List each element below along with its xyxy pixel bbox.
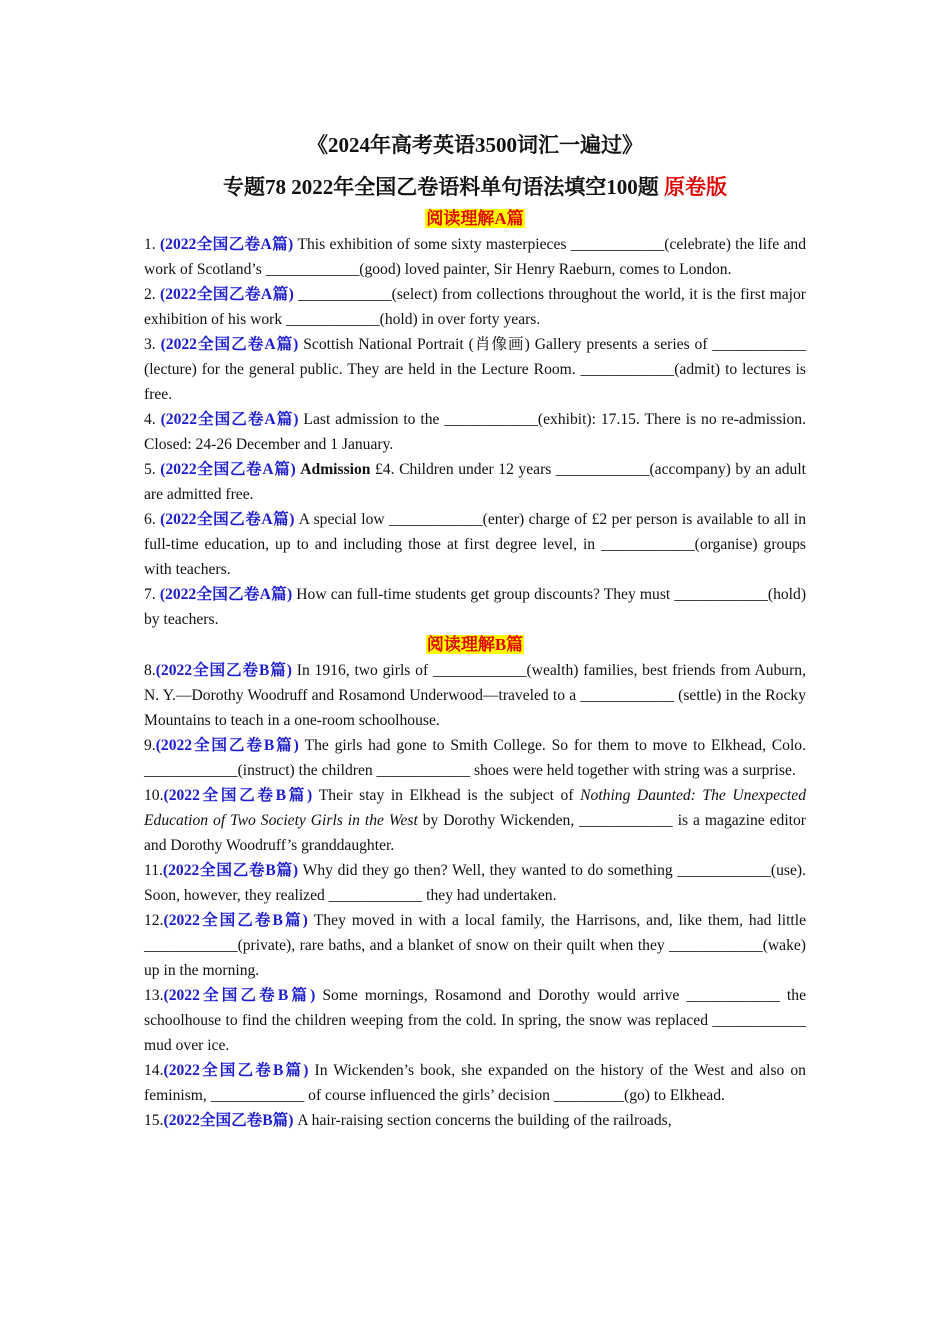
question-item — [144, 507, 806, 582]
section-heading-text: 阅读理解A篇 — [426, 209, 524, 228]
question-item — [144, 332, 806, 407]
question-source: (2022全国乙卷B篇) — [155, 737, 299, 754]
question-text: Last admission to the ____________(exhibit): 17.15. There is no re-admission. Closed: 24-26 December and 1 January. — [144, 411, 806, 453]
question-item — [144, 457, 806, 507]
question-number: 14. — [144, 1062, 164, 1079]
question-source: (2022全国乙卷B篇) — [163, 1112, 294, 1129]
question-text: The girls had gone to Smith College. So for them to move to Elkhead, Colo. ____________(instruct) the children ____________ shoes were held together with string was a surprise. — [144, 737, 806, 779]
question-item — [144, 908, 806, 983]
question-text: Why did they go then? Well, they wanted to do something ____________(use). Soon, however, they realized ____________ they had undertaken. — [144, 862, 806, 904]
question-source: (2022全国乙卷B篇) — [163, 787, 313, 804]
question-text: A hair-raising section concerns the building of the railroads, — [293, 1112, 672, 1129]
doc-title: 《2024年高考英语3500词汇一遍过》 — [307, 133, 643, 157]
question-text: In 1916, two girls of ____________(wealth) families, best friends from Auburn, N. Y.—Dorothy Woodruff and Rosamond Underwood—traveled to a ____________ (settle) in the Rocky Mountains to teach in a one-room schoolhouse. — [144, 662, 806, 729]
doc-subtitle — [144, 172, 806, 202]
question-text: A special low ____________(enter) charge of £2 per person is available to all in full-time education, up to and including those at first degree level, in ____________(organise) groups with teachers. — [144, 511, 806, 578]
question-number: 2. — [144, 286, 161, 303]
question-number: 7. — [144, 586, 160, 603]
question-source: (2022全国乙卷B篇) — [163, 912, 308, 929]
question-item — [144, 582, 806, 632]
question-text: £4. Children under 12 years ____________(accompany) by an adult are admitted free. — [144, 461, 807, 503]
document-page — [144, 130, 806, 1133]
question-number: 12. — [144, 912, 164, 929]
section-heading — [144, 632, 806, 658]
question-list — [144, 206, 806, 1133]
question-source: (2022全国乙卷B篇) — [155, 662, 292, 679]
question-number: 6. — [144, 511, 161, 528]
question-number: 3. — [144, 336, 161, 353]
question-number: 10. — [144, 787, 164, 804]
question-text: Their stay in Elkhead is the subject of — [312, 787, 581, 804]
question-source: (2022全国乙卷B篇) — [163, 1062, 309, 1079]
question-text: Scottish National Portrait (肖像画) Gallery presents a series of ____________ (lecture) for the general public. They are held in the Lecture Room. ____________(admit) to lectures is free. — [144, 336, 806, 403]
question-item — [144, 282, 806, 332]
question-number: 1. — [144, 236, 160, 253]
question-number: 11. — [144, 862, 163, 879]
section-heading-text: 阅读理解B篇 — [426, 635, 524, 654]
question-number: 4. — [144, 411, 161, 428]
question-source: (2022全国乙卷A篇) — [160, 411, 299, 428]
question-source: (2022全国乙卷A篇) — [160, 461, 296, 478]
question-text: In Wickenden’s book, she expanded on the history of the West and also on feminism, ____________ of course influenced the girls’ decision _________(go) to Elkhead. — [144, 1062, 806, 1104]
question-text: by Dorothy Wickenden, ____________ is a magazine editor and Dorothy Woodruff’s granddaughter. — [144, 812, 806, 854]
question-keyword: Admission — [295, 461, 371, 478]
question-item — [144, 783, 806, 858]
question-source: (2022全国乙卷A篇) — [159, 236, 294, 253]
book-title: Nothing Daunted: The Unexpected Education of Two Society Girls in the West — [144, 787, 806, 829]
question-source: (2022全国乙卷A篇) — [160, 286, 294, 303]
question-source: (2022全国乙卷B篇) — [162, 862, 299, 879]
question-text: This exhibition of some sixty masterpieces ____________(celebrate) the life and work of Scotland’s ____________(good) loved painter, Sir Henry Raeburn, comes to London. — [144, 236, 806, 278]
question-source: (2022全国乙卷A篇) — [159, 586, 293, 603]
question-number: 8. — [144, 662, 156, 679]
question-number: 9. — [144, 737, 156, 754]
question-text: How can full-time students get group discounts? They must ____________(hold) by teachers. — [144, 586, 807, 628]
question-text: ____________(select) from collections throughout the world, it is the first major exhibition of his work ____________(hold) in over forty years. — [144, 286, 806, 328]
question-source: (2022全国乙卷B篇) — [163, 987, 316, 1004]
question-source: (2022全国乙卷A篇) — [160, 336, 299, 353]
question-item — [144, 983, 806, 1058]
question-text: They moved in with a local family, the Harrisons, and, like them, had little ____________(private), rare baths, and a blanket of snow on their quilt when they ____________(wake) up in the morning. — [144, 912, 806, 979]
section-heading — [144, 206, 806, 232]
question-item — [144, 658, 806, 733]
question-item — [144, 1108, 806, 1133]
question-item — [144, 1058, 806, 1108]
question-number: 15. — [144, 1112, 164, 1129]
question-text: Some mornings, Rosamond and Dorothy would arrive ____________ the schoolhouse to find the children weeping from the cold. In spring, the snow was replaced ____________ mud over ice. — [144, 987, 806, 1054]
doc-subtitle-text: 专题78 2022年全国乙卷语料单句语法填空100题 — [223, 175, 659, 199]
question-number: 13. — [144, 987, 164, 1004]
question-source: (2022全国乙卷A篇) — [160, 511, 295, 528]
doc-subtitle-tag: 原卷版 — [664, 175, 727, 199]
question-item — [144, 733, 806, 783]
question-item — [144, 858, 806, 908]
question-item — [144, 407, 806, 457]
question-number: 5. — [144, 461, 161, 478]
question-item — [144, 232, 806, 282]
